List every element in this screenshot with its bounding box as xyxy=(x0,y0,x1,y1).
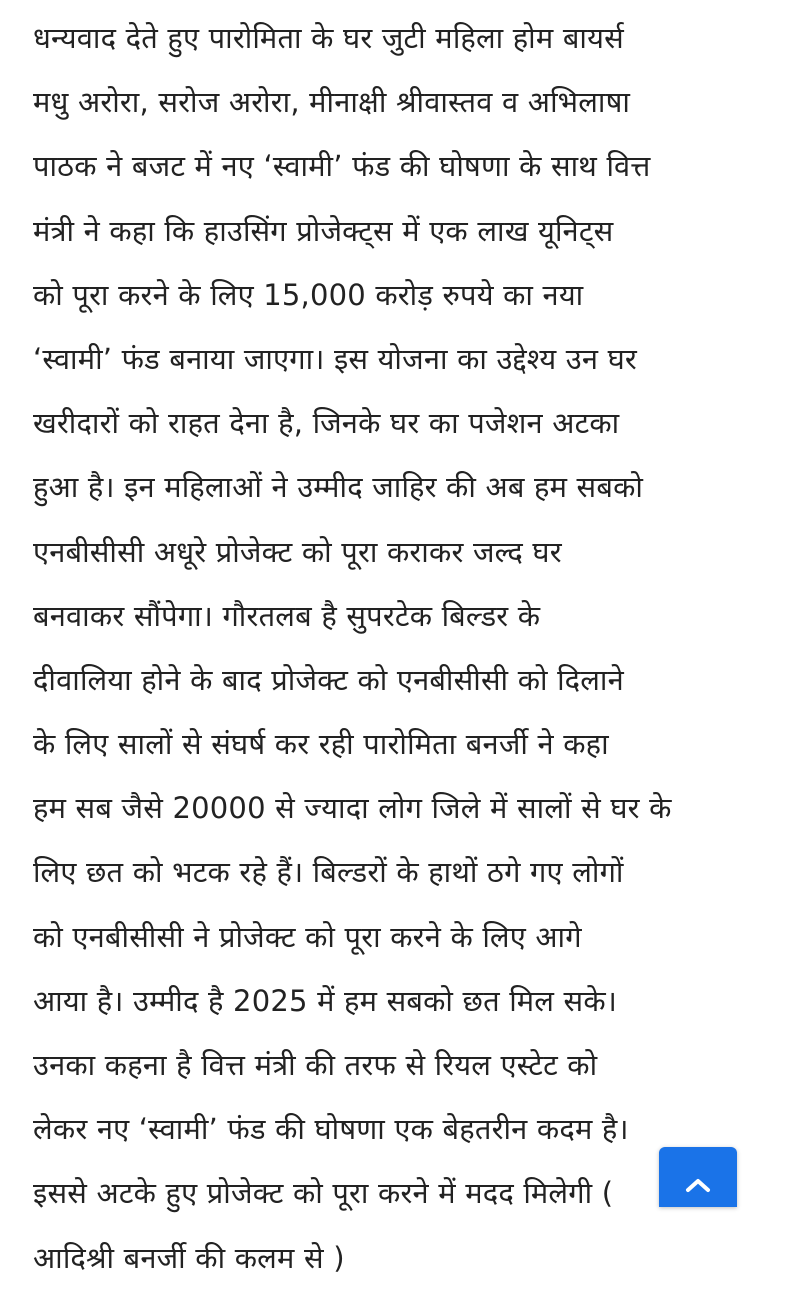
article-line: हम सब जैसे 20000 से ज्यादा लोग जिले में सालों से घर के xyxy=(33,791,672,826)
article-line: मधु अरोरा, सरोज अरोरा, मीनाक्षी श्रीवास्तव व अभिलाषा xyxy=(33,85,631,120)
article-line: को एनबीसीसी ने प्रोजेक्ट को पूरा करने के लिए आगे xyxy=(33,919,582,954)
article-line: दीवालिया होने के बाद प्रोजेक्ट को एनबीसीसी को दिलाने xyxy=(33,662,624,697)
article-line: धन्यवाद देते हुए पारोमिता के घर जुटी महिला होम बायर्स xyxy=(33,21,624,55)
article-line: आया है। उम्मीद है 2025 में हम सबको छत मिल सके। xyxy=(33,983,618,1018)
chevron-up-icon xyxy=(685,1147,711,1198)
article-line: खरीदारों को राहत देना है, जिनके घर का पजेशन अटका xyxy=(33,406,620,441)
article-line: आदिश्री बनर्जी की कलम से ) xyxy=(33,1240,345,1275)
article-line: इससे अटके हुए प्रोजेक्ट को पूरा करने में मदद मिलेगी ( xyxy=(33,1176,614,1211)
article-line: को पूरा करने के लिए 15,000 करोड़ रुपये का नया xyxy=(33,277,584,312)
article-line: लेकर नए ‘स्वामी’ फंड की घोषणा एक बेहतरीन कदम है। xyxy=(33,1112,629,1147)
article-body xyxy=(33,6,785,1290)
article-line: ‘स्वामी’ फंड बनाया जाएगा। इस योजना का उद्देश्य उन घर xyxy=(33,341,637,376)
article-line: के लिए सालों से संघर्ष कर रही पारोमिता बनर्जी ने कहा xyxy=(33,727,609,762)
article-line: बनवाकर सौंपेगा। गौरतलब है सुपरटेक बिल्डर के xyxy=(33,598,541,633)
article-line: पाठक ने बजट में नए ‘स्वामी’ फंड की घोषणा के साथ वित्त xyxy=(33,149,651,184)
article-line: उनका कहना है वित्त मंत्री की तरफ से रियल एस्टेट को xyxy=(33,1048,598,1082)
article-line: लिए छत को भटक रहे हैं। बिल्डरों के हाथों ठगे गए लोगों xyxy=(33,855,624,890)
article-line: एनबीसीसी अधूरे प्रोजेक्ट को पूरा कराकर जल्द घर xyxy=(33,534,562,569)
article-line: हुआ है। इन महिलाओं ने उम्मीद जाहिर की अब हम सबको xyxy=(33,470,644,505)
article-line: मंत्री ने कहा कि हाउसिंग प्रोजेक्ट्स में एक लाख यूनिट्स xyxy=(33,213,614,248)
scroll-to-top-button[interactable] xyxy=(659,1147,737,1207)
